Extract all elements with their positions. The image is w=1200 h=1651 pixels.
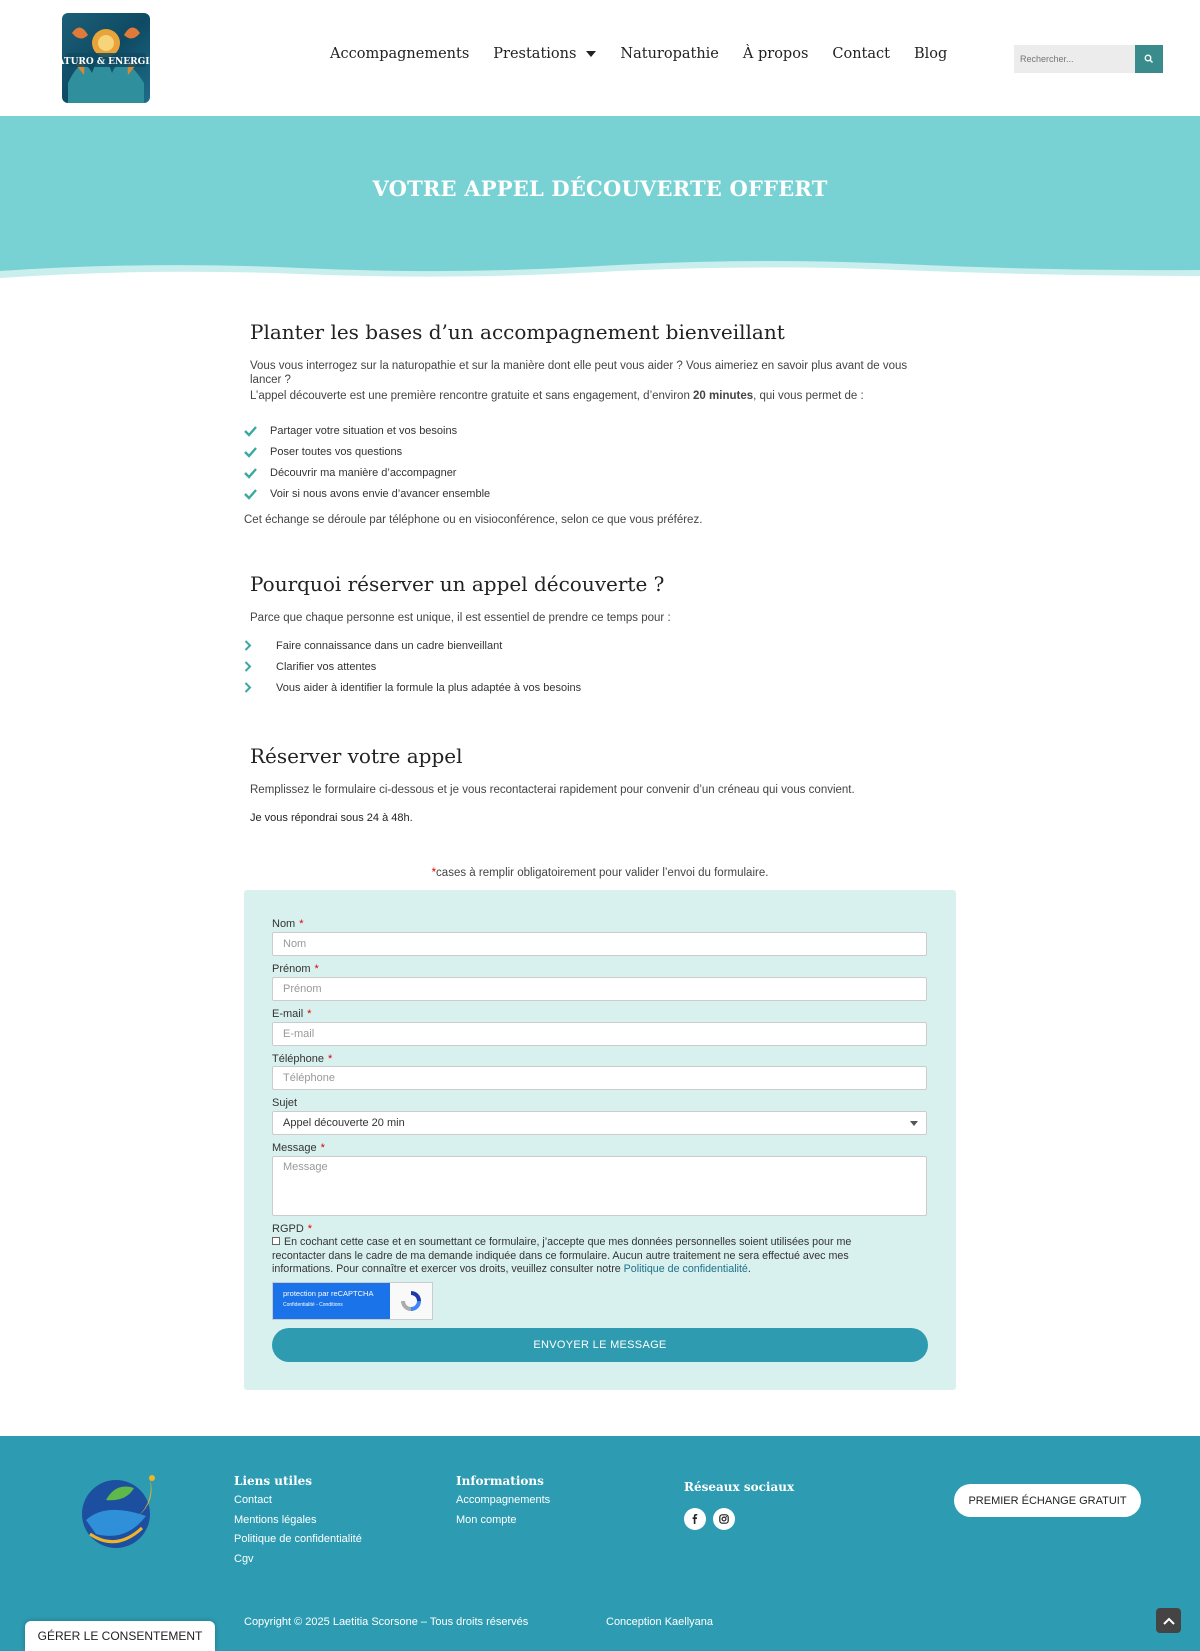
section-title: Réserver votre appel bbox=[250, 744, 463, 768]
prenom-label bbox=[272, 963, 319, 975]
chevron-right-icon bbox=[244, 661, 276, 672]
nav-label: Prestations bbox=[493, 46, 577, 62]
search-button[interactable] bbox=[1135, 45, 1163, 73]
logo-image bbox=[49, 13, 163, 103]
search-icon bbox=[1144, 54, 1154, 64]
label-text: Message bbox=[272, 1142, 317, 1154]
select-value: Appel découverte 20 min bbox=[283, 1117, 405, 1129]
list-item-label: Découvrir ma manière d’accompagner bbox=[270, 466, 457, 479]
page-title: VOTRE APPEL DÉCOUVERTE OFFERT bbox=[372, 176, 828, 201]
arrow-up-icon bbox=[1163, 1617, 1175, 1625]
list-item bbox=[244, 483, 490, 504]
list-item bbox=[244, 462, 490, 483]
label-text: Nom bbox=[272, 918, 296, 930]
caret-down-icon bbox=[586, 51, 596, 57]
nav-accompagnements[interactable] bbox=[330, 46, 469, 62]
copyright: Copyright © 2025 Laetitia Scorsone – Tous droits réservés bbox=[244, 1616, 529, 1628]
logo-text: NATURO & ENERGIES bbox=[49, 57, 163, 67]
required-star: * bbox=[307, 1008, 312, 1020]
footer-link-contact[interactable]: Contact bbox=[234, 1494, 272, 1506]
chevron-down-icon bbox=[910, 1121, 918, 1126]
email-input[interactable]: E-mail bbox=[272, 1022, 927, 1046]
required-star: * bbox=[299, 918, 304, 930]
required-note-text: cases à remplir obligatoirement pour valider l’envoi du formulaire. bbox=[436, 867, 769, 879]
required-star: * bbox=[307, 1223, 313, 1235]
intro-text: , qui vous permet de : bbox=[753, 390, 864, 402]
label-text: RGPD bbox=[272, 1223, 304, 1235]
recaptcha-text bbox=[273, 1283, 390, 1319]
list-item-label: Poser toutes vos questions bbox=[270, 445, 403, 458]
required-star: * bbox=[431, 867, 437, 879]
facebook-icon[interactable] bbox=[684, 1508, 706, 1530]
hero-banner bbox=[0, 116, 1200, 286]
privacy-policy-link[interactable]: Politique de confidentialité bbox=[623, 1263, 748, 1275]
message-textarea[interactable]: Message bbox=[272, 1156, 927, 1216]
wave-divider bbox=[0, 256, 1200, 286]
section-title: Planter les bases d’un accompagnement bienveillant bbox=[250, 320, 785, 344]
intro-bold: 20 minutes bbox=[693, 390, 754, 402]
list-item bbox=[244, 656, 581, 677]
sujet-label: Sujet bbox=[272, 1097, 298, 1109]
list-item-label: Clarifier vos attentes bbox=[276, 660, 377, 673]
section-title: Pourquoi réserver un appel découverte ? bbox=[250, 572, 665, 596]
rgpd-checkbox[interactable] bbox=[272, 1237, 280, 1245]
sujet-select[interactable] bbox=[272, 1111, 927, 1135]
nav-label: Accompagnements bbox=[330, 46, 470, 62]
email-label bbox=[272, 1008, 311, 1020]
search-form bbox=[1014, 45, 1163, 73]
chevron-right-icon bbox=[244, 682, 276, 693]
footer-logo[interactable] bbox=[76, 1472, 160, 1557]
list-item bbox=[244, 677, 581, 698]
required-star: * bbox=[320, 1142, 325, 1154]
prenom-input[interactable]: Prénom bbox=[272, 977, 927, 1001]
rgpd-label bbox=[272, 1223, 312, 1235]
cta-first-exchange-button[interactable]: PREMIER ÉCHANGE GRATUIT bbox=[954, 1484, 1141, 1517]
rgpd-consent bbox=[272, 1236, 892, 1277]
intro-text: L’appel découverte est une première rencontre gratuite et sans engagement, d’environ bbox=[250, 390, 694, 402]
nom-input[interactable]: Nom bbox=[272, 932, 927, 956]
nav-prestations[interactable] bbox=[493, 46, 596, 62]
footer-link-account[interactable]: Mon compte bbox=[456, 1513, 517, 1526]
footer-col-title: Réseaux sociaux bbox=[684, 1480, 795, 1494]
benefits-list bbox=[244, 420, 490, 504]
section-intro: Remplissez le formulaire ci-dessous et je vous recontacterai rapidement pour convenir d’un créneau qui vous convient. bbox=[250, 784, 855, 796]
nav-label: Naturopathie bbox=[620, 46, 719, 62]
footer-col-title: Liens utiles bbox=[234, 1474, 313, 1488]
site-footer bbox=[0, 1436, 1200, 1651]
footer-link-accompagnements[interactable]: Accompagnements bbox=[456, 1494, 551, 1506]
site-header bbox=[0, 0, 1200, 116]
rgpd-end: . bbox=[747, 1263, 751, 1275]
nav-label: Blog bbox=[913, 46, 948, 62]
footer-links-useful bbox=[234, 1474, 362, 1572]
recaptcha-line2: Confidentialité - Conditions bbox=[283, 1302, 343, 1308]
footer-links-info bbox=[456, 1474, 550, 1533]
nav-blog[interactable] bbox=[914, 46, 947, 62]
required-note bbox=[244, 867, 956, 879]
label-text: Prénom bbox=[272, 963, 311, 975]
nom-label bbox=[272, 918, 304, 930]
section-intro: Parce que chaque personne est unique, il est essentiel de prendre ce temps pour : bbox=[250, 612, 671, 624]
response-note: Je vous répondrai sous 24 à 48h. bbox=[250, 812, 413, 824]
social-icons bbox=[684, 1508, 794, 1530]
check-icon bbox=[244, 468, 270, 478]
search-input[interactable] bbox=[1014, 45, 1135, 73]
main-nav bbox=[330, 46, 971, 62]
section-intro: Vous vous interrogez sur la naturopathie et sur la manière dont elle peut vous aider ? Vous aimeriez en savoir plus avant de vous lancer ? bbox=[250, 360, 908, 386]
check-icon bbox=[244, 447, 270, 457]
required-star: * bbox=[314, 963, 319, 975]
site-logo[interactable] bbox=[49, 13, 163, 103]
label-text: Téléphone bbox=[272, 1053, 324, 1065]
check-icon bbox=[244, 489, 270, 499]
nav-label: À propos bbox=[742, 46, 809, 62]
nav-contact[interactable] bbox=[832, 46, 890, 62]
chevron-right-icon bbox=[244, 640, 276, 651]
recaptcha-icon bbox=[390, 1283, 432, 1319]
credit-link[interactable]: Conception Kaellyana bbox=[606, 1616, 714, 1628]
list-item bbox=[244, 420, 490, 441]
list-item bbox=[244, 635, 581, 656]
telephone-label bbox=[272, 1053, 332, 1065]
label-text: E-mail bbox=[272, 1008, 304, 1020]
list-item-label: Partager votre situation et vos besoins bbox=[270, 424, 458, 437]
list-item-label: Faire connaissance dans un cadre bienveillant bbox=[276, 639, 503, 652]
check-icon bbox=[244, 426, 270, 436]
rgpd-text: En cochant cette case et en soumettant ce formulaire, j’accepte que mes données personnelles soient utilisées pour me recontacter dans le cadre de ma demande indiquée dans ce formulaire. Aucun autre traitement ne sera effectué avec mes informations. Pour connaître et exercer vos droits, veuillez consulter notre bbox=[272, 1236, 852, 1275]
section-intro-2 bbox=[250, 389, 930, 403]
list-item-label: Vous aider à identifier la formule la plus adaptée à vos besoins bbox=[276, 681, 582, 694]
recaptcha-badge[interactable] bbox=[272, 1282, 433, 1320]
footer-link-cgv[interactable]: Cgv bbox=[234, 1552, 254, 1565]
nav-naturopathie[interactable] bbox=[620, 46, 718, 62]
message-label bbox=[272, 1142, 325, 1154]
instagram-icon[interactable] bbox=[713, 1508, 735, 1530]
footer-logo-icon bbox=[76, 1472, 160, 1552]
footer-col-title: Informations bbox=[456, 1474, 544, 1488]
footer-link-legal[interactable]: Mentions légales bbox=[234, 1513, 317, 1526]
section-outro: Cet échange se déroule par téléphone ou en visioconférence, selon ce que vous préférez. bbox=[244, 514, 703, 526]
list-item bbox=[244, 441, 490, 462]
scroll-to-top-button[interactable] bbox=[1156, 1608, 1181, 1633]
contact-form bbox=[244, 890, 956, 1390]
nav-label: Contact bbox=[832, 46, 890, 62]
footer-social bbox=[684, 1480, 794, 1530]
telephone-input[interactable]: Téléphone bbox=[272, 1066, 927, 1090]
required-star: * bbox=[328, 1053, 333, 1065]
reasons-list bbox=[244, 635, 581, 698]
nav-a-propos[interactable] bbox=[743, 46, 808, 62]
submit-button[interactable]: ENVOYER LE MESSAGE bbox=[272, 1328, 928, 1362]
footer-link-privacy[interactable]: Politique de confidentialité bbox=[234, 1533, 362, 1545]
list-item-label: Voir si nous avons envie d’avancer ensemble bbox=[270, 487, 491, 500]
recaptcha-line1: protection par reCAPTCHA bbox=[283, 1289, 374, 1298]
manage-consent-button[interactable]: GÉRER LE CONSENTEMENT bbox=[25, 1621, 215, 1651]
